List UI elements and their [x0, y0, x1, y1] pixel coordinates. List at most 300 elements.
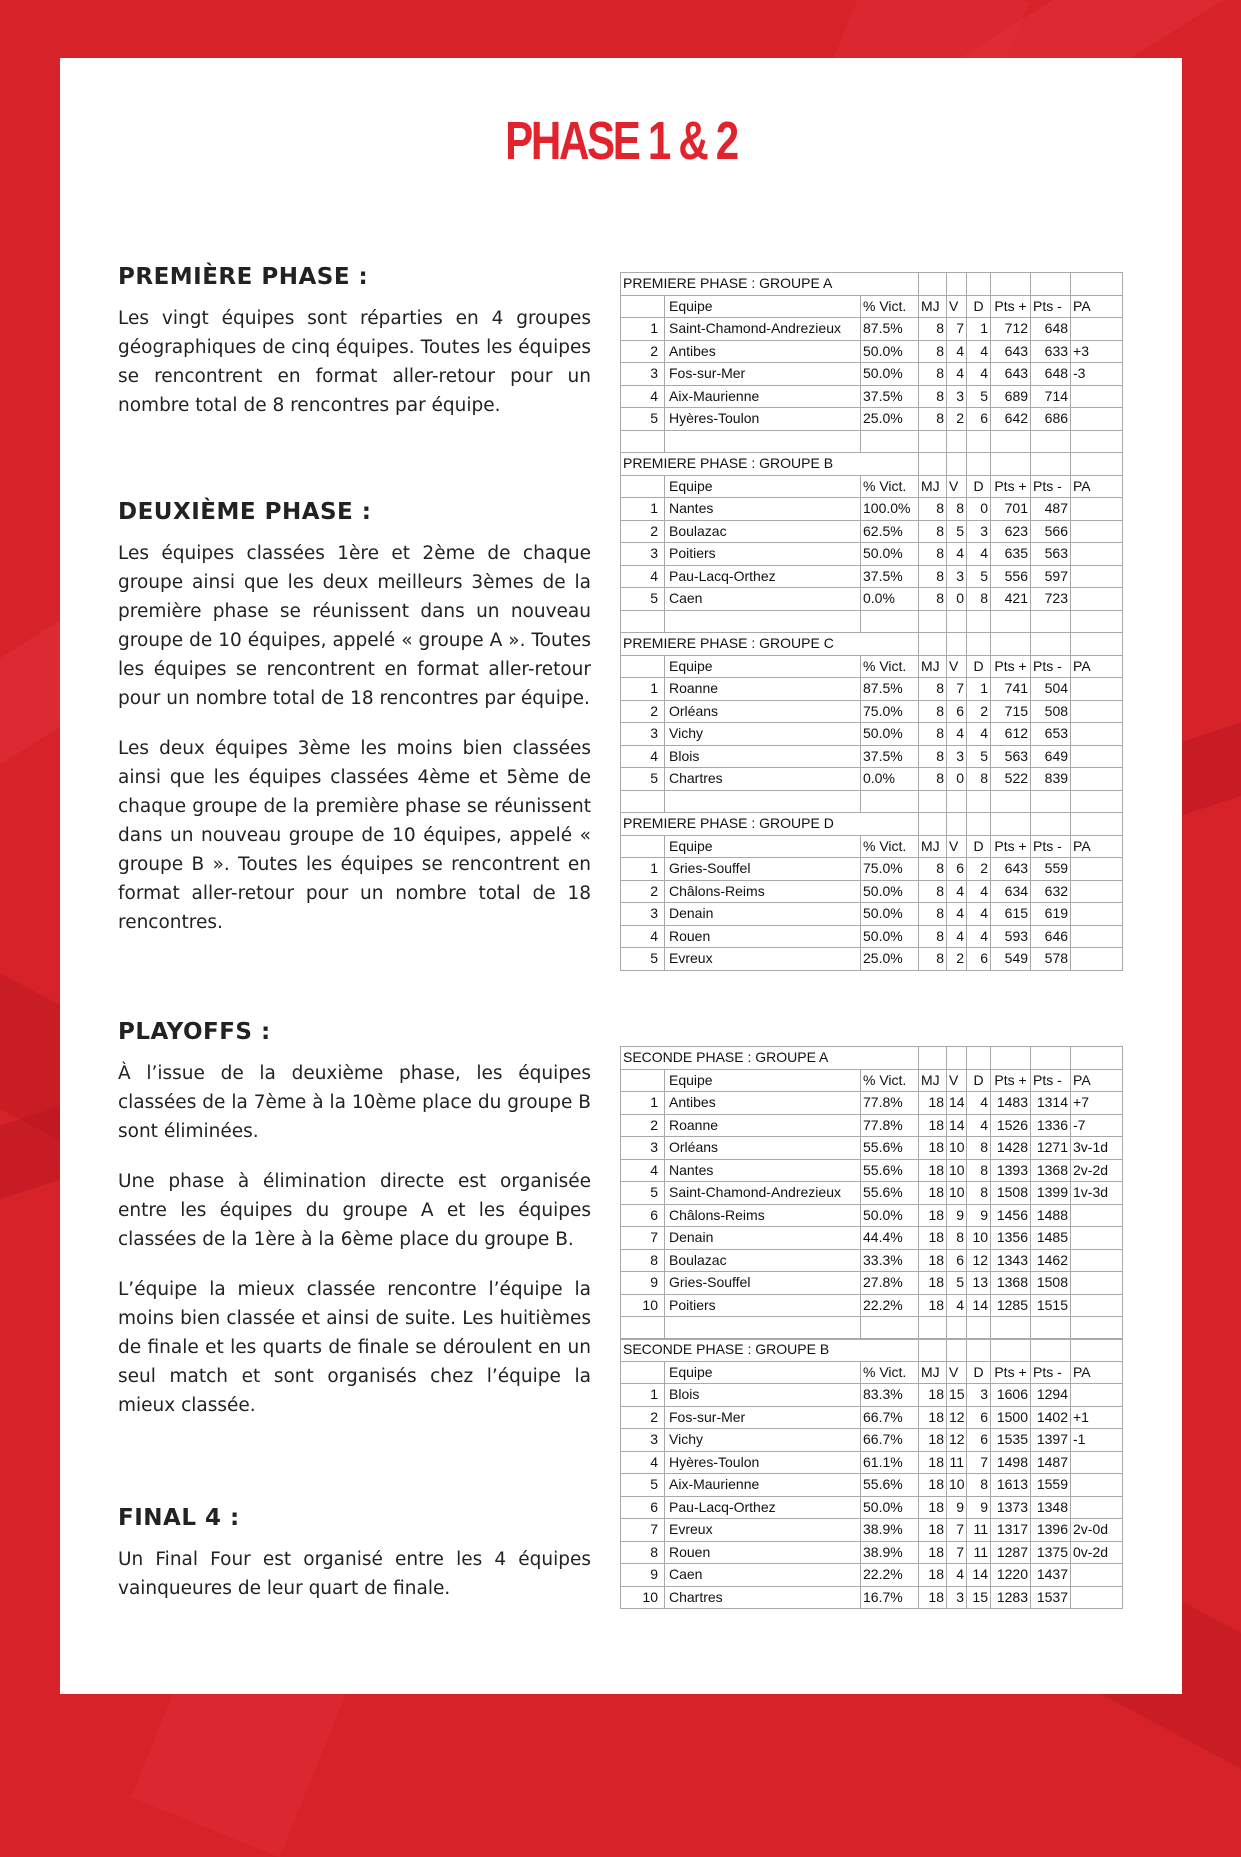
table-cell: 4	[621, 1159, 665, 1182]
table-row	[621, 880, 1123, 903]
table-cell: 8	[919, 408, 947, 431]
table-row	[621, 1092, 1123, 1115]
empty-cell	[991, 633, 1031, 656]
empty-cell	[621, 610, 665, 633]
table-cell: 653	[1031, 723, 1071, 746]
table-cell: -7	[1071, 1114, 1123, 1137]
table-cell: 689	[991, 385, 1031, 408]
column-header: MJ	[919, 475, 947, 498]
table-cell: 6	[947, 1249, 967, 1272]
table-row	[621, 1429, 1123, 1452]
empty-cell	[991, 1317, 1031, 1340]
table-cell: 4	[967, 903, 991, 926]
section-paragraph: Les vingt équipes sont réparties en 4 groupes géographiques de cinq équipes. Toutes les équipes se rencontrent en format aller-retour pour un nombre total de 8 rencontres par équipe.	[118, 308, 591, 416]
empty-cell	[947, 430, 967, 453]
table-cell: 50.0%	[861, 925, 919, 948]
table-cell: 3	[621, 1137, 665, 1160]
table-row	[621, 1204, 1123, 1227]
table-cell: 13	[967, 1272, 991, 1295]
table-cell: 635	[991, 543, 1031, 566]
empty-cell	[665, 430, 861, 453]
column-header: % Vict.	[861, 1069, 919, 1092]
table-header-row	[621, 1069, 1123, 1092]
table-cell: +1	[1071, 1406, 1123, 1429]
table-cell: 839	[1031, 768, 1071, 791]
empty-cell	[991, 1339, 1031, 1362]
table-cell: 1399	[1031, 1182, 1071, 1205]
table-cell	[1071, 1272, 1123, 1295]
empty-cell	[1071, 813, 1123, 836]
table-cell	[1071, 723, 1123, 746]
table-cell: 1314	[1031, 1092, 1071, 1115]
table-cell: 1368	[991, 1272, 1031, 1295]
table-cell	[1071, 408, 1123, 431]
table-cell: 7	[947, 1541, 967, 1564]
column-header: Pts +	[991, 835, 1031, 858]
table-cell: 1515	[1031, 1294, 1071, 1317]
empty-cell	[967, 430, 991, 453]
column-header: MJ	[919, 295, 947, 318]
table-cell: 6	[947, 700, 967, 723]
table-cell: 1	[621, 498, 665, 521]
table-cell: 1373	[991, 1496, 1031, 1519]
section-heading: PREMIÈRE PHASE :	[118, 264, 369, 290]
table-cell: 18	[919, 1474, 947, 1497]
table-cell: 14	[967, 1564, 991, 1587]
empty-cell	[991, 790, 1031, 813]
table-row	[621, 1406, 1123, 1429]
table-header-row	[621, 1361, 1123, 1384]
table-cell: 18	[919, 1406, 947, 1429]
column-header: Pts -	[1031, 1361, 1071, 1384]
empty-cell	[1031, 1317, 1071, 1340]
empty-cell	[967, 1317, 991, 1340]
empty-cell	[1071, 610, 1123, 633]
empty-cell	[919, 813, 947, 836]
table-cell	[1071, 565, 1123, 588]
team-name: Rouen	[665, 1541, 861, 1564]
table-cell: 3	[967, 520, 991, 543]
table-cell: 633	[1031, 340, 1071, 363]
table-cell: 7	[947, 318, 967, 341]
table-row	[621, 1182, 1123, 1205]
empty-cell	[1031, 633, 1071, 656]
team-name: Orléans	[665, 700, 861, 723]
table-cell: 66.7%	[861, 1406, 919, 1429]
team-name: Blois	[665, 745, 861, 768]
empty-cell	[919, 430, 947, 453]
empty-cell	[1071, 453, 1123, 476]
table-cell: 632	[1031, 880, 1071, 903]
table-cell: 712	[991, 318, 1031, 341]
table-cell: 701	[991, 498, 1031, 521]
table-cell: 14	[967, 1294, 991, 1317]
table-cell: 10	[947, 1159, 967, 1182]
table-cell: 643	[991, 363, 1031, 386]
column-header: Equipe	[665, 295, 861, 318]
table-row	[621, 543, 1123, 566]
team-name: Gries-Souffel	[665, 858, 861, 881]
table-cell: 741	[991, 678, 1031, 701]
table-cell: 5	[621, 408, 665, 431]
table-cell: 18	[919, 1384, 947, 1407]
table-cell: 8	[947, 498, 967, 521]
table-cell: 37.5%	[861, 745, 919, 768]
table-cell: 1368	[1031, 1159, 1071, 1182]
empty-cell	[991, 453, 1031, 476]
table-cell: 648	[1031, 318, 1071, 341]
team-name: Châlons-Reims	[665, 1204, 861, 1227]
table-cell: 22.2%	[861, 1564, 919, 1587]
column-header	[621, 835, 665, 858]
column-header: MJ	[919, 835, 947, 858]
team-name: Caen	[665, 1564, 861, 1587]
table-cell: 8	[919, 925, 947, 948]
table-cell: 18	[919, 1429, 947, 1452]
table-cell: 4	[621, 385, 665, 408]
table-cell: 8	[919, 723, 947, 746]
column-header: MJ	[919, 655, 947, 678]
column-header: % Vict.	[861, 295, 919, 318]
table-cell: 9	[967, 1496, 991, 1519]
table-cell	[1071, 858, 1123, 881]
table-cell	[1071, 385, 1123, 408]
team-name: Blois	[665, 1384, 861, 1407]
table-cell: 10	[947, 1182, 967, 1205]
team-name: Antibes	[665, 1092, 861, 1115]
table-row	[621, 1159, 1123, 1182]
table-cell: 8	[621, 1541, 665, 1564]
section-playoffs	[118, 1019, 591, 1420]
column-header	[621, 655, 665, 678]
table-cell: 5	[621, 768, 665, 791]
table-cell: 4	[621, 1451, 665, 1474]
table-cell: 83.3%	[861, 1384, 919, 1407]
table-row	[621, 1384, 1123, 1407]
table-cell: 0	[947, 768, 967, 791]
table-cell: 7	[621, 1227, 665, 1250]
column-header: Pts +	[991, 295, 1031, 318]
spacer-row	[621, 610, 1123, 633]
table-cell	[1071, 1451, 1123, 1474]
table-cell: 6	[967, 948, 991, 971]
table-cell: 1	[621, 858, 665, 881]
empty-cell	[1071, 790, 1123, 813]
table-cell: 8	[967, 1137, 991, 1160]
table-cell: 18	[919, 1137, 947, 1160]
table-cell: 4	[947, 1294, 967, 1317]
empty-cell	[919, 1317, 947, 1340]
column-header: D	[967, 655, 991, 678]
table-cell: 66.7%	[861, 1429, 919, 1452]
table-row	[621, 363, 1123, 386]
table-row	[621, 1541, 1123, 1564]
table-cell: 15	[967, 1586, 991, 1609]
team-name: Saint-Chamond-Andrezieux	[665, 1182, 861, 1205]
column-header	[621, 1069, 665, 1092]
standings-table	[620, 452, 1123, 633]
table-cell: 2	[621, 520, 665, 543]
empty-cell	[947, 453, 967, 476]
empty-cell	[861, 430, 919, 453]
table-cell: 8	[919, 858, 947, 881]
table-cell: 578	[1031, 948, 1071, 971]
table-row	[621, 948, 1123, 971]
table-cell: 1559	[1031, 1474, 1071, 1497]
spacer-row	[621, 1317, 1123, 1340]
column-header: Pts -	[1031, 835, 1071, 858]
table-cell: 5	[621, 588, 665, 611]
page-title: PHASE 1 & 2	[505, 111, 737, 171]
table-row	[621, 1451, 1123, 1474]
team-name: Boulazac	[665, 520, 861, 543]
table-cell: 8	[919, 588, 947, 611]
table-header-row	[621, 655, 1123, 678]
table-cell: 18	[919, 1496, 947, 1519]
table-cell: 0.0%	[861, 768, 919, 791]
table-cell: 566	[1031, 520, 1071, 543]
standings-table	[620, 1046, 1123, 1340]
table-cell: 646	[1031, 925, 1071, 948]
section-heading: FINAL 4 :	[118, 1505, 240, 1531]
empty-cell	[1071, 633, 1123, 656]
table-cell: 3	[621, 1429, 665, 1452]
table-row	[621, 903, 1123, 926]
table-cell: 597	[1031, 565, 1071, 588]
column-header: Equipe	[665, 1069, 861, 1092]
table-cell: 5	[967, 745, 991, 768]
empty-cell	[947, 610, 967, 633]
team-name: Vichy	[665, 1429, 861, 1452]
table-cell: 3	[947, 385, 967, 408]
team-name: Pau-Lacq-Orthez	[665, 565, 861, 588]
table-cell: 0	[967, 498, 991, 521]
table-cell: 4	[947, 543, 967, 566]
table-cell: 8	[967, 1159, 991, 1182]
section-paragraph: L’équipe la mieux classée rencontre l’équipe la moins bien classée et ainsi de suite. Les huitièmes de finale et les quarts de finale se déroulent en un seul match et sont organisés chez l’équipe la mieux classée.	[118, 1279, 591, 1416]
table-cell: 2	[947, 948, 967, 971]
table-cell: 649	[1031, 745, 1071, 768]
column-header: Pts -	[1031, 655, 1071, 678]
table-cell	[1071, 700, 1123, 723]
table-cell: 8	[621, 1249, 665, 1272]
table-row	[621, 745, 1123, 768]
column-header: V	[947, 475, 967, 498]
table-cell: 50.0%	[861, 340, 919, 363]
table-cell: 7	[967, 1451, 991, 1474]
table-header-row	[621, 835, 1123, 858]
section-heading: DEUXIÈME PHASE :	[118, 499, 372, 525]
table-cell: 3	[967, 1384, 991, 1407]
column-header: Pts +	[991, 1069, 1031, 1092]
table-cell: 8	[919, 948, 947, 971]
table-cell: 1	[621, 1092, 665, 1115]
column-header: D	[967, 295, 991, 318]
table-cell: 612	[991, 723, 1031, 746]
column-header: Pts -	[1031, 1069, 1071, 1092]
empty-cell	[947, 633, 967, 656]
empty-cell	[967, 610, 991, 633]
column-header: MJ	[919, 1069, 947, 1092]
table-cell: 75.0%	[861, 858, 919, 881]
table-cell: 5	[967, 565, 991, 588]
table-cell: 643	[991, 858, 1031, 881]
empty-cell	[621, 430, 665, 453]
table-cell: 522	[991, 768, 1031, 791]
table-cell: 2	[621, 1406, 665, 1429]
table-cell: 4	[621, 565, 665, 588]
empty-cell	[947, 273, 967, 296]
table-cell: 18	[919, 1092, 947, 1115]
table-cell: 1500	[991, 1406, 1031, 1429]
empty-cell	[621, 790, 665, 813]
table-cell: 1396	[1031, 1519, 1071, 1542]
empty-cell	[919, 453, 947, 476]
table-cell: 8	[919, 880, 947, 903]
table-cell: 8	[967, 768, 991, 791]
table-cell: 7	[621, 1519, 665, 1542]
table-cell: 1485	[1031, 1227, 1071, 1250]
empty-cell	[1071, 1339, 1123, 1362]
table-cell: 4	[967, 925, 991, 948]
table-row	[621, 1227, 1123, 1250]
column-header	[621, 1361, 665, 1384]
table-cell: 4	[947, 925, 967, 948]
table-cell: 1526	[991, 1114, 1031, 1137]
team-name: Nantes	[665, 1159, 861, 1182]
table-cell: 38.9%	[861, 1541, 919, 1564]
table-cell: 2	[621, 1114, 665, 1137]
team-name: Poitiers	[665, 1294, 861, 1317]
column-header: V	[947, 835, 967, 858]
table-cell	[1071, 925, 1123, 948]
table-row	[621, 588, 1123, 611]
section-heading: PLAYOFFS :	[118, 1019, 271, 1045]
table-cell: 8	[919, 543, 947, 566]
table-cell: 1v-3d	[1071, 1182, 1123, 1205]
table-cell: 1	[621, 318, 665, 341]
team-name: Châlons-Reims	[665, 880, 861, 903]
table-cell: 642	[991, 408, 1031, 431]
table-cell: 8	[919, 768, 947, 791]
table-cell: 648	[1031, 363, 1071, 386]
table-cell: 2v-0d	[1071, 1519, 1123, 1542]
table-cell: 5	[621, 1182, 665, 1205]
team-name: Evreux	[665, 1519, 861, 1542]
table-cell: 8	[919, 520, 947, 543]
table-cell	[1071, 1564, 1123, 1587]
table-cell: 55.6%	[861, 1474, 919, 1497]
table-cell: 4	[967, 723, 991, 746]
team-name: Chartres	[665, 1586, 861, 1609]
table-cell: 18	[919, 1519, 947, 1542]
table-cell: 1283	[991, 1586, 1031, 1609]
team-name: Fos-sur-Mer	[665, 1406, 861, 1429]
page-sheet	[60, 58, 1182, 1694]
empty-cell	[1071, 1317, 1123, 1340]
spacer-row	[621, 430, 1123, 453]
table-cell: 2	[947, 408, 967, 431]
table-cell: 22.2%	[861, 1294, 919, 1317]
table-cell	[1071, 1384, 1123, 1407]
column-header: PA	[1071, 475, 1123, 498]
column-header: D	[967, 1069, 991, 1092]
table-cell: 5	[947, 1272, 967, 1295]
empty-cell	[967, 1047, 991, 1070]
table-cell: 6	[967, 408, 991, 431]
table-row	[621, 768, 1123, 791]
table-cell: 18	[919, 1204, 947, 1227]
table-row	[621, 318, 1123, 341]
table-cell: 0	[947, 588, 967, 611]
table-cell: 10	[621, 1586, 665, 1609]
column-header: V	[947, 1069, 967, 1092]
table-cell: 4	[967, 1092, 991, 1115]
table-cell: 714	[1031, 385, 1071, 408]
table-cell: 18	[919, 1541, 947, 1564]
table-cell: 50.0%	[861, 363, 919, 386]
table-row	[621, 565, 1123, 588]
table-caption-row	[621, 813, 1123, 836]
table-cell: 50.0%	[861, 880, 919, 903]
column-header: Pts +	[991, 1361, 1031, 1384]
table-cell: 0.0%	[861, 588, 919, 611]
table-row	[621, 700, 1123, 723]
empty-cell	[861, 1317, 919, 1340]
table-cell: 18	[919, 1159, 947, 1182]
table-row	[621, 498, 1123, 521]
team-name: Gries-Souffel	[665, 1272, 861, 1295]
table-cell: 100.0%	[861, 498, 919, 521]
table-cell: 10	[947, 1474, 967, 1497]
table-cell: 1294	[1031, 1384, 1071, 1407]
table-cell: 1	[621, 1384, 665, 1407]
column-header: Equipe	[665, 655, 861, 678]
table-cell: 8	[919, 700, 947, 723]
team-name: Orléans	[665, 1137, 861, 1160]
table-row	[621, 1272, 1123, 1295]
table-cell: 11	[947, 1451, 967, 1474]
table-cell: 508	[1031, 700, 1071, 723]
table-cell: -1	[1071, 1429, 1123, 1452]
table-cell: 8	[967, 1182, 991, 1205]
column-header	[621, 295, 665, 318]
table-cell: 12	[967, 1249, 991, 1272]
table-cell: 1437	[1031, 1564, 1071, 1587]
table-cell: 18	[919, 1272, 947, 1295]
spacer-row	[621, 790, 1123, 813]
table-cell	[1071, 678, 1123, 701]
table-cell: 9	[967, 1204, 991, 1227]
table-cell: 4	[947, 1564, 967, 1587]
standings-table	[620, 812, 1123, 971]
standings-table	[620, 1338, 1123, 1609]
empty-cell	[1031, 1047, 1071, 1070]
table-cell: 50.0%	[861, 723, 919, 746]
table-cell: 25.0%	[861, 948, 919, 971]
table-cell	[1071, 880, 1123, 903]
table-cell: 1393	[991, 1159, 1031, 1182]
column-header: Equipe	[665, 835, 861, 858]
table-cell: 16.7%	[861, 1586, 919, 1609]
table-cell: 1287	[991, 1541, 1031, 1564]
column-header: D	[967, 1361, 991, 1384]
table-cell: 18	[919, 1586, 947, 1609]
empty-cell	[1031, 430, 1071, 453]
table-cell: 4	[947, 880, 967, 903]
table-cell: 18	[919, 1564, 947, 1587]
team-name: Caen	[665, 588, 861, 611]
